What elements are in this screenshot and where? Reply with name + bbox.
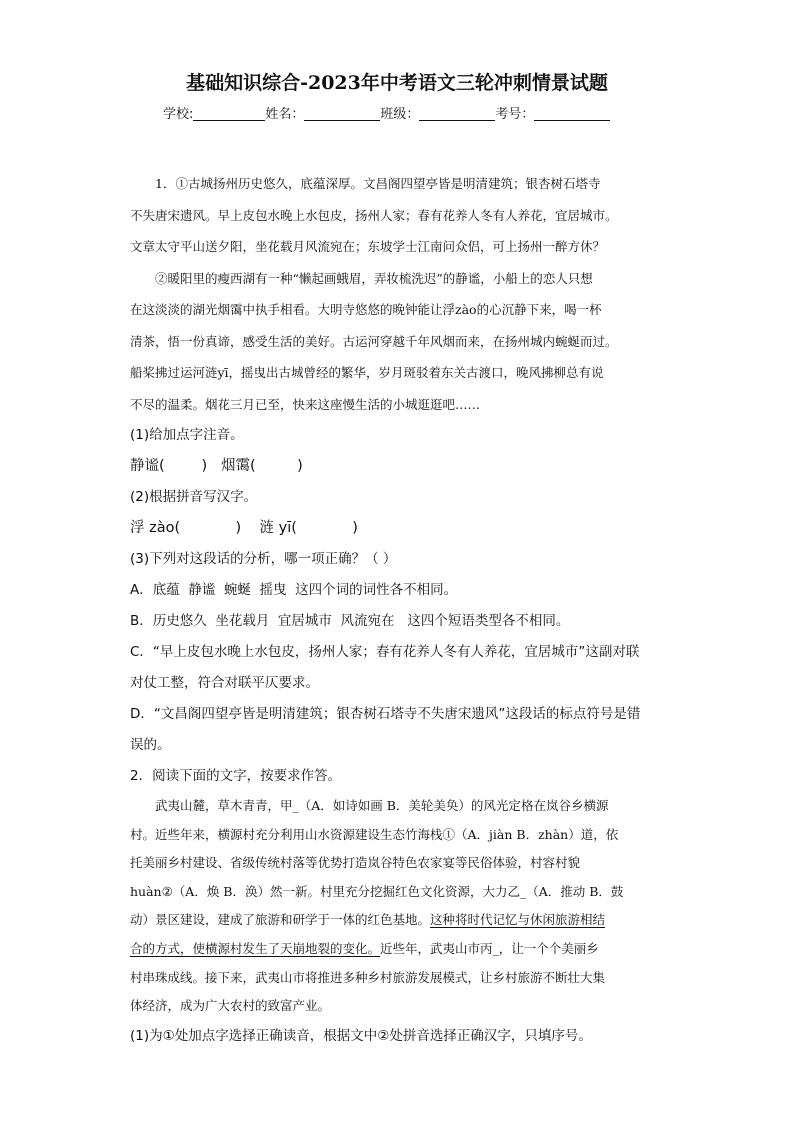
q2-text: 动）景区建设，建成了旅游和研学于一体的红色基地。 <box>130 912 431 928</box>
q1-option-d-cont[interactable]: 误的。 <box>130 737 171 753</box>
q2-underlined-sentence: 这种将时代记忆与休闲旅游相结 <box>430 912 606 928</box>
q1-sub1-items[interactable]: 静谧( ) 烟霭( ) <box>130 458 303 474</box>
q2-passage-line: 体经济，成为广大农村的致富产业。 <box>130 998 331 1014</box>
q1-passage-line: ②暖阳里的瘦西湖有一种“懒起画蛾眉，弄妆梳洗迟”的静谧，小船上的恋人只想 <box>155 270 593 286</box>
q1-option-d[interactable]: D．“文昌阁四望亭皆是明清建筑；银杏树石塔寺不失唐宋遗风”这段话的标点符号是错 <box>130 706 641 722</box>
q1-sub3-prompt: (3)下列对这段话的分析，哪一项正确？（ ） <box>130 551 397 567</box>
q1-passage-line: 不失唐宋遗风。早上皮包水晚上水包皮，扬州人家；春有花养人冬有人养花，宜居城市。 <box>130 207 618 223</box>
question-content <box>130 168 665 1052</box>
q2-passage-line <box>130 906 665 935</box>
student-info-row <box>163 103 610 122</box>
q2-passage-line: 村串珠成线。接下来，武夷山市将推进多种乡村旅游发展模式，让乡村旅游不断壮大集 <box>130 969 606 985</box>
page-title: 基础知识综合-2023年中考语文三轮冲刺情景试题 <box>186 72 608 94</box>
q2-passage-line: 武夷山麓，草木青青，甲_（A．如诗如画 B．美轮美奂）的风光定格在岚谷乡横源 <box>155 798 609 813</box>
q2-underlined-sentence: 合的方式，使横源村发生了天崩地裂的变化。 <box>130 940 381 956</box>
number-blank[interactable] <box>534 106 610 121</box>
q2-passage-line: 村。近些年来，横源村充分利用山水资源建设生态竹海栈①（A．jiàn B．zhàn）道，依 <box>130 826 619 842</box>
q1-option-c-cont[interactable]: 对仗工整，符合对联平仄要求。 <box>130 675 319 691</box>
q1-sub2-prompt: (2)根据拼音写汉字。 <box>130 489 258 505</box>
q1-passage-line: 清茶，悟一份真谛，感受生活的美好。古运河穿越千年风烟而来，在扬州城内蜿蜒而过。 <box>130 333 618 349</box>
q2-passage-line <box>130 935 665 964</box>
q1-option-c[interactable]: C．“早上皮包水晚上水包皮，扬州人家；春有花养人冬有人养花，宜居城市”这副对联 <box>130 644 640 660</box>
q1-passage-line: 1．①古城扬州历史悠久，底蕴深厚。文昌阁四望亭皆是明清建筑；银杏树石塔寺 <box>155 176 601 191</box>
name-label: 姓名： <box>265 107 305 122</box>
school-blank[interactable] <box>193 106 265 121</box>
school-label: 学校: <box>163 107 194 122</box>
q1-option-a[interactable]: A．底蕴 静谧 蜿蜒 摇曳 这四个词的词性各不相同。 <box>130 582 458 598</box>
q2-heading: 2．阅读下面的文字，按要求作答。 <box>130 768 342 784</box>
name-blank[interactable] <box>304 106 380 121</box>
class-label: 班级： <box>380 107 420 122</box>
q1-option-b[interactable]: B．历史悠久 坐花载月 宜居城市 风流宛在 这四个短语类型各不相同。 <box>130 613 570 629</box>
q1-sub1-prompt: (1)给加点字注音。 <box>130 427 244 443</box>
q1-passage-line: 在这淡淡的湖光烟霭中执手相看。大明寺悠悠的晚钟能让浮zào的心沉静下来，喝一杯 <box>130 302 602 317</box>
q1-sub2-items[interactable]: 浮 zào( ) 涟 yī( ) <box>130 520 358 536</box>
number-label: 考号： <box>495 107 535 122</box>
q1-passage-line: 船桨拂过运河涟yī，摇曳出古城曾经的繁华，岁月斑驳着东关古渡口，晚风拂柳总有说 <box>130 365 604 380</box>
q2-text: 近些年，武夷山市丙_，让一个个美丽乡 <box>380 940 599 956</box>
q2-sub1-prompt: (1)为①处加点字选择正确读音，根据文中②处拼音选择正确汉字，只填序号。 <box>130 1027 592 1044</box>
q2-passage-line: huàn②（A．焕 B．涣）然一新。村里充分挖掘红色文化资源，大力乙_（A．推动 B．鼓 <box>130 883 624 899</box>
class-blank[interactable] <box>419 106 495 121</box>
q1-passage-line: 不尽的温柔。烟花三月已至，快来这座慢生活的小城逛逛吧…… <box>130 396 481 412</box>
q1-passage-line: 文章太守平山送夕阳，坐花载月风流宛在；东坡学士江南问众侣，可上扬州一醉方休？ <box>130 239 606 254</box>
q2-passage-line: 托美丽乡村建设、省级传统村落等优势打造岚谷特色农家宴等民俗体验，村容村貌 <box>130 855 581 871</box>
